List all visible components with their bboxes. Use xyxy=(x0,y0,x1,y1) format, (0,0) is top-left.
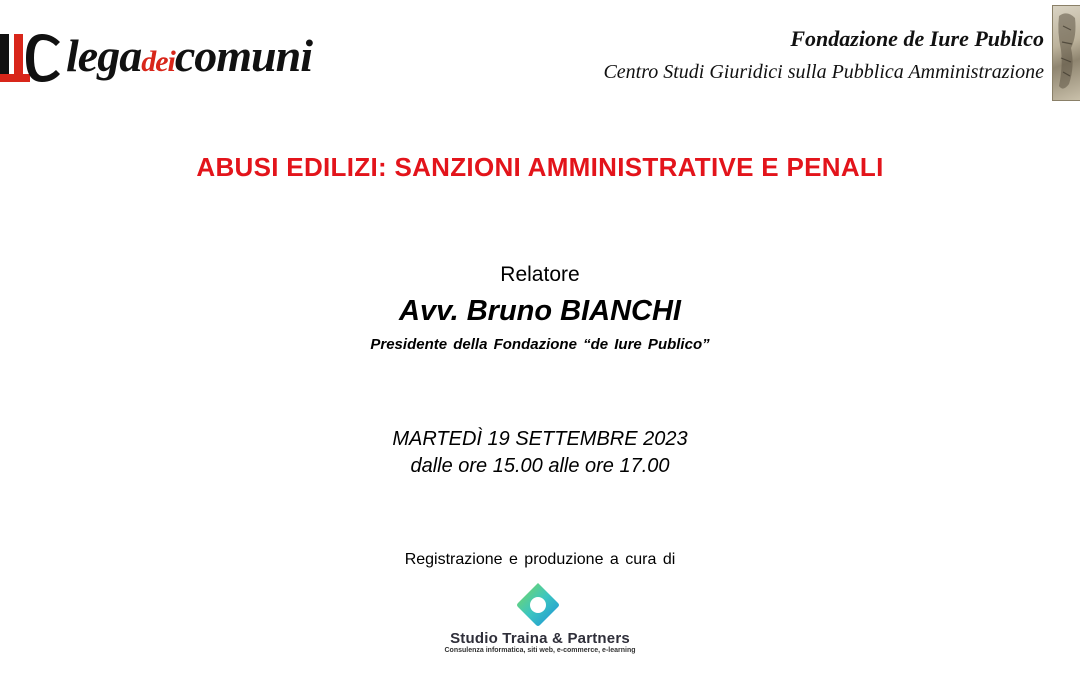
logo-word-lega: lega xyxy=(66,30,142,81)
foundation-subtitle: Centro Studi Giuridici sulla Pubblica Amministrazione xyxy=(603,61,1044,83)
event-title: ABUSI EDILIZI: SANZIONI AMMINISTRATIVE E PENALI xyxy=(196,152,884,182)
studio-traina-tagline: Consulenza informatica, siti web, e-commerce, e-learning xyxy=(444,647,636,654)
studio-traina-name: Studio Traina & Partners xyxy=(450,630,630,647)
studio-traina-logo-icon xyxy=(513,582,563,626)
logo-word-comuni: comuni xyxy=(174,30,313,81)
event-date: MARTEDÌ 19 SETTEMBRE 2023 xyxy=(392,428,688,450)
event-time: dalle ore 15.00 alle ore 17.00 xyxy=(410,455,670,477)
foundation-emblem-image xyxy=(1052,5,1080,101)
lega-dei-comuni-wordmark xyxy=(66,26,312,92)
foundation-name: Fondazione de Iure Publico xyxy=(790,26,1044,51)
lc-monogram-icon xyxy=(0,30,70,90)
speaker-role: Presidente della Fondazione “de Iure Publico” xyxy=(370,336,710,353)
credits-label: Registrazione e produzione a cura di xyxy=(404,551,676,568)
speaker-name: Avv. Bruno BIANCHI xyxy=(399,295,681,327)
logo-word-dei: dei xyxy=(141,45,175,78)
speaker-label: Relatore xyxy=(500,263,580,286)
